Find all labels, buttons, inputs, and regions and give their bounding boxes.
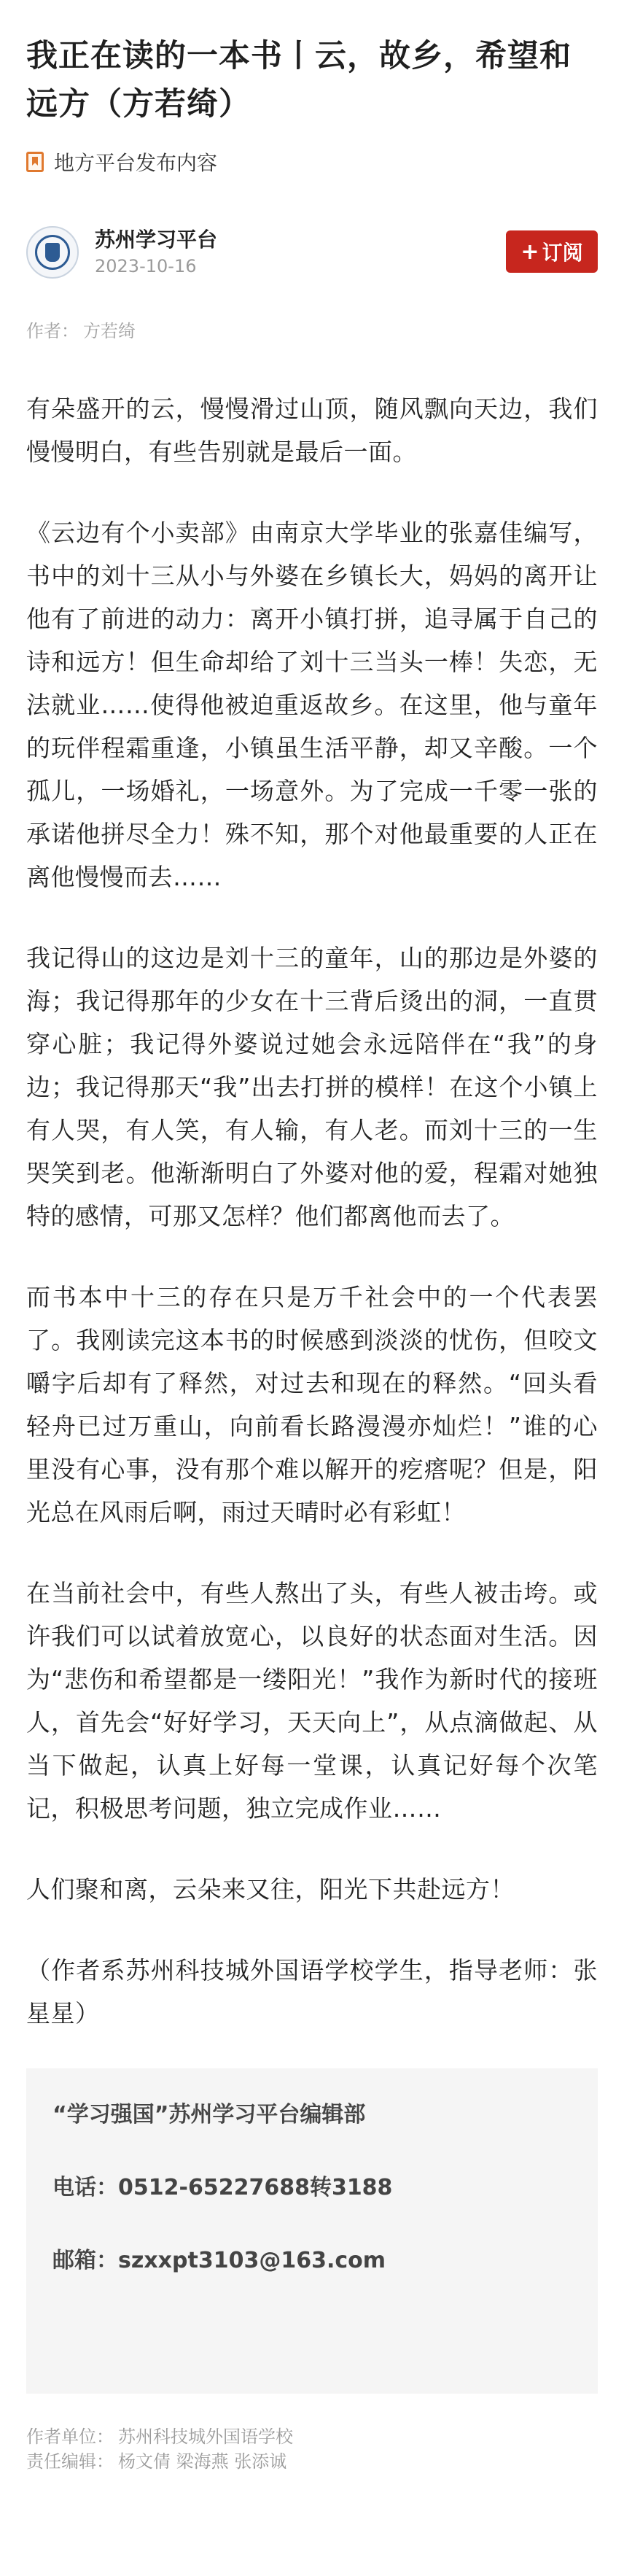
unit-label: 作者单位： <box>26 2426 114 2447</box>
article-body <box>26 387 598 2035</box>
editorial-phone: 电话：0512-65227688转3188 <box>52 2175 393 2200</box>
source-row <box>26 147 598 176</box>
publish-date: 2023-10-16 <box>95 256 197 276</box>
avatar[interactable] <box>26 226 79 279</box>
article-title: 我正在读的一本书丨云，故乡，希望和远方（方若绮） <box>26 38 572 123</box>
editor-value: 杨文倩 梁海燕 张添诚 <box>118 2451 287 2472</box>
editorial-footer <box>26 2068 598 2394</box>
source-label: 地方平台发布内容 <box>54 151 218 175</box>
article-paragraph: 有朵盛开的云，慢慢滑过山顶，随风飘向天边，我们慢慢明白，有些告别就是最后一面。 <box>26 395 598 466</box>
platform-logo-icon <box>35 235 70 270</box>
account-row <box>26 222 598 283</box>
editor-label: 责任编辑： <box>26 2451 114 2472</box>
author-name: 方若绮 <box>83 321 136 341</box>
article-paragraph: 而书本中十三的存在只是万千社会中的一个代表罢了。我刚读完这本书的时候感到淡淡的忧伤，但咬文嚼字后却有了释然，对过去和现在的释然。“回头看轻舟已过万重山，向前看长路漫漫亦灿烂！”谁的心里没有心事，没有那个难以解开的疙瘩呢？但是，阳光总在风雨后啊，雨过天晴时必有彩虹！ <box>26 1283 598 1526</box>
editor-row <box>26 2449 598 2474</box>
author-unit-row <box>26 2424 598 2449</box>
editorial-name: “学习强国”苏州学习平台编辑部 <box>52 2102 366 2127</box>
subscribe-label: 订阅 <box>542 241 583 265</box>
article-meta <box>26 2424 598 2474</box>
bookmark-icon <box>26 152 44 172</box>
editorial-email: 邮箱：szxxpt3103@163.com <box>52 2248 386 2273</box>
article-paragraph: （作者系苏州科技城外国语学校学生，指导老师：张星星） <box>26 1956 598 2028</box>
subscribe-button[interactable] <box>506 230 598 273</box>
account-info <box>95 227 217 278</box>
account-name[interactable]: 苏州学习平台 <box>95 228 218 252</box>
author-prefix: 作者： <box>26 321 79 341</box>
unit-value: 苏州科技城外国语学校 <box>118 2426 293 2447</box>
article-paragraph: 人们聚和离，云朵来又往，阳光下共赴远方！ <box>26 1875 515 1904</box>
plus-icon: + <box>520 238 539 265</box>
author-row <box>26 317 598 342</box>
article-paragraph: 我记得山的这边是刘十三的童年，山的那边是外婆的海；我记得那年的少女在十三背后烫出的洞，一直贯穿心脏；我记得外婆说过她会永远陪伴在“我”的身边；我记得那天“我”出去打拼的模样！在这个小镇上有人哭，有人笑，有人输，有人老。而刘十三的一生哭笑到老。他渐渐明白了外婆对他的爱，程霜对她独特的感情，可那又怎样？他们都离他而去了。 <box>26 944 598 1230</box>
article-paragraph: 《云边有个小卖部》由南京大学毕业的张嘉佳编写，书中的刘十三从小与外婆在乡镇长大，妈妈的离开让他有了前进的动力：离开小镇打拼，追寻属于自己的诗和远方！但生命却给了刘十三当头一棒！失恋，无法就业……使得他被迫重返故乡。在这里，他与童年的玩伴程霜重逢，小镇虽生活平静，却又辛酸。一个孤儿，一场婚礼，一场意外。为了完成一千零一张的承诺他拼尽全力！殊不知，那个对他最重要的人正在离他慢慢而去…… <box>26 519 598 891</box>
article-paragraph: 在当前社会中，有些人熬出了头，有些人被击垮。或许我们可以试着放宽心，以良好的状态面对生活。因为“悲伤和希望都是一缕阳光！”我作为新时代的接班人，首先会“好好学习，天天向上”，从点滴做起、从当下做起，认真上好每一堂课，认真记好每个次笔记，积极思考问题，独立完成作业…… <box>26 1579 598 1823</box>
